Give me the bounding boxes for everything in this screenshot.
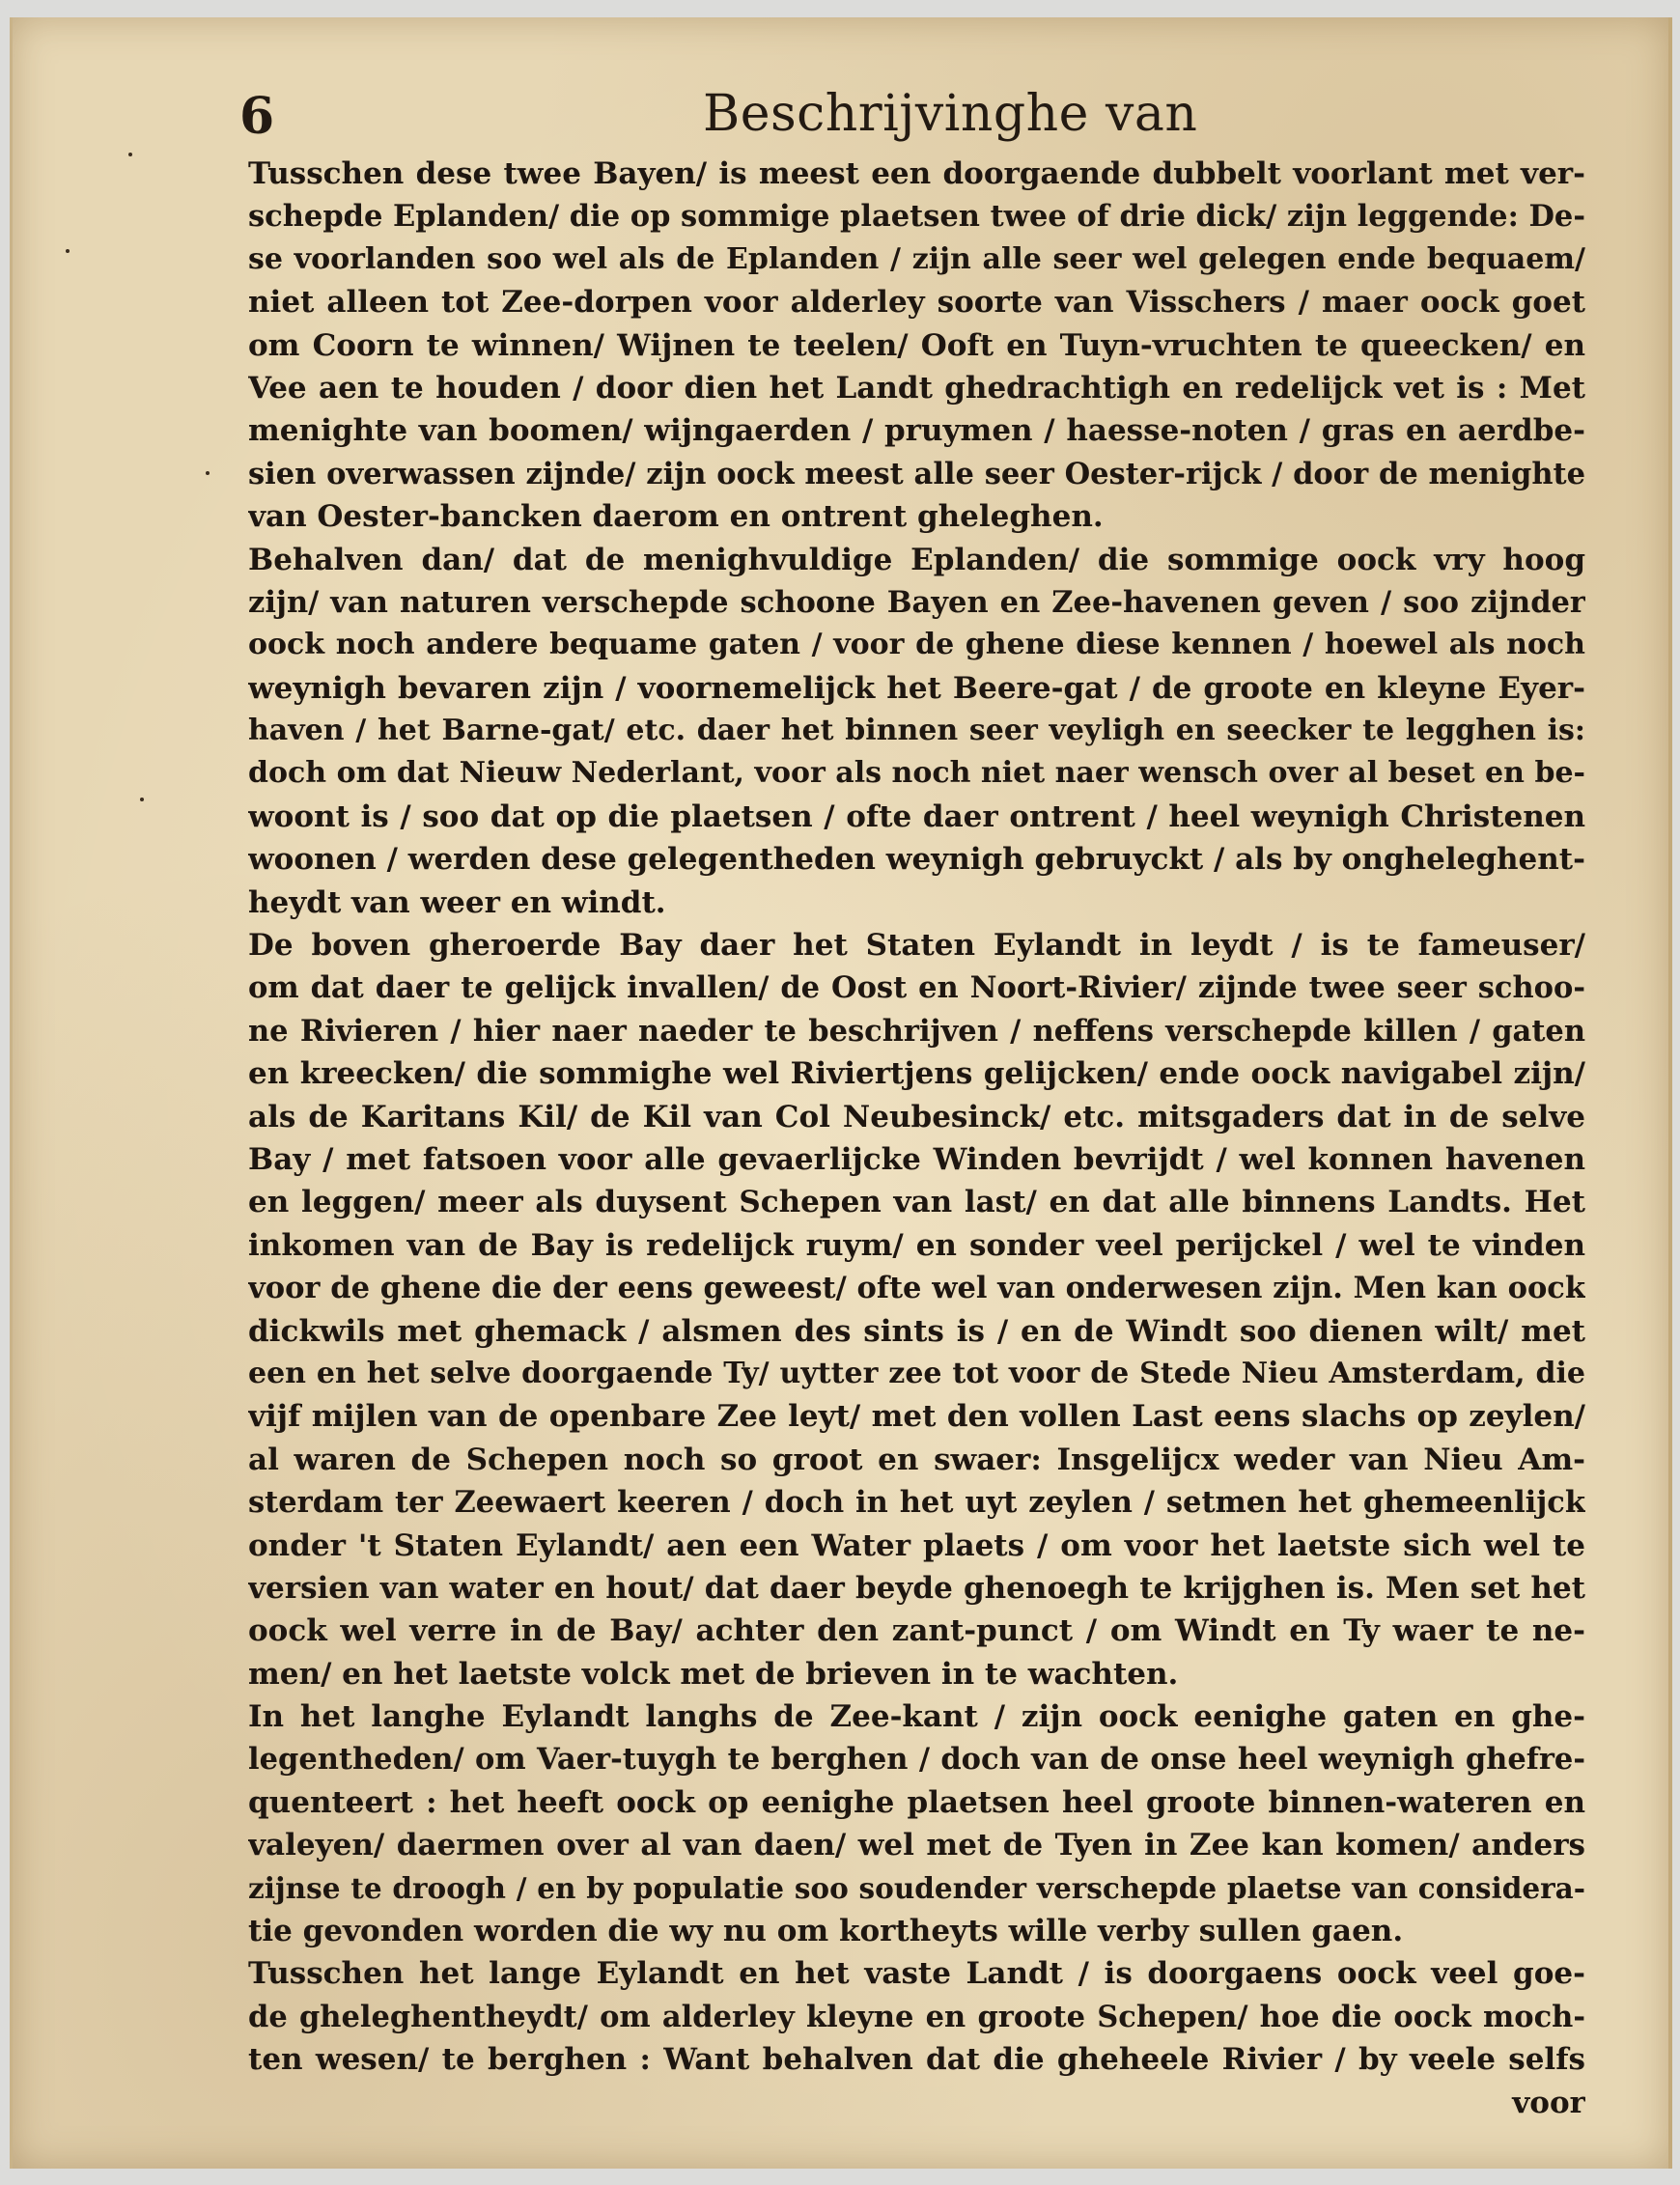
text-line: voor de ghene die der eens geweest/ ofte wel van onderwesen zijn. Men kan oock	[248, 1271, 1585, 1306]
text-line: de gheleghentheydt/ om alderley kleyne en groote Schepen/ hoe die oock moch-	[248, 1999, 1585, 2034]
text-line: Bay / met fatsoen voor alle gevaerlijcke Winden bevrijdt / wel konnen havenen	[248, 1141, 1585, 1177]
text-line: haven / het Barne-gat/ etc. daer het binnen seer veyligh en seecker te legghen is:	[248, 714, 1585, 748]
text-line: legentheden/ om Vaer-tuygh te berghen / doch van de onse heel weynigh ghefre-	[248, 1742, 1585, 1778]
ink-speck	[206, 471, 210, 475]
catchword: voor	[1512, 2085, 1585, 2120]
text-line: valeyen/ daermen over al van daen/ wel met de Tyen in Zee kan komen/ anders	[248, 1828, 1585, 1863]
page-header	[13, 77, 1668, 154]
ink-speck	[128, 153, 132, 156]
text-line: oock noch andere bequame gaten / voor de ghene diese kennen / hoewel als noch	[248, 628, 1585, 662]
text-line: als de Karitans Kil/ de Kil van Col Neubesinck/ etc. mitsgaders dat in de selve	[248, 1099, 1585, 1135]
text-line: van Oester-bancken daerom en ontrent gheleghen.	[248, 499, 1104, 535]
text-line: vijf mijlen van de openbare Zee leyt/ met den vollen Last eens slachs op zeylen/	[248, 1399, 1585, 1435]
text-line: heydt van weer en windt.	[248, 884, 666, 920]
page-number: 6	[239, 87, 275, 146]
ink-speck	[66, 249, 70, 253]
book-page	[10, 17, 1672, 2169]
text-line: men/ en het laetste volck met de brieven in te wachten.	[248, 1656, 1179, 1692]
text-line: se voorlanden soo wel als de Eplanden / zijn alle seer wel gelegen ende bequaem/	[248, 241, 1585, 276]
text-line: sterdam ter Zeewaert keeren / doch in het uyt zeylen / setmen het ghemeenlijck	[248, 1485, 1585, 1521]
text-line: en kreecken/ die sommighe wel Riviertjens gelijcken/ ende oock navigabel zijn/	[248, 1056, 1585, 1092]
text-line: Tusschen dese twee Bayen/ is meest een doorgaende dubbelt voorlant met ver-	[248, 156, 1585, 191]
text-line: woont is / soo dat op die plaetsen / ofte daer ontrent / heel weynigh Christenen	[248, 798, 1585, 834]
text-line: ten wesen/ te berghen : Want behalven dat die gheheele Rivier / by veele selfs	[248, 2042, 1585, 2078]
text-line: om Coorn te winnen/ Wijnen te teelen/ Ooft en Tuyn-vruchten te queecken/ en	[248, 327, 1585, 363]
text-line: sien overwassen zijnde/ zijn oock meest alle seer Oester-rijck / door de menighte	[248, 456, 1585, 491]
ink-speck	[140, 798, 144, 801]
text-line: dickwils met ghemack / alsmen des sints is / en de Windt soo dienen wilt/ met	[248, 1313, 1585, 1349]
text-line: en leggen/ meer als duysent Schepen van last/ en dat alle binnens Landts. Het	[248, 1185, 1585, 1220]
text-line: om dat daer te gelijck invallen/ de Oost en Noort-Rivier/ zijnde twee seer schoo-	[248, 970, 1585, 1006]
text-line: quenteert : het heeft oock op eenighe plaetsen heel groote binnen-wateren en	[248, 1784, 1585, 1820]
text-line: woonen / werden dese gelegentheden weynigh gebruyckt / als by ongheleghent-	[248, 842, 1585, 878]
text-line: onder 't Staten Eylandt/ aen een Water plaets / om voor het laetste sich wel te	[248, 1527, 1585, 1563]
text-line: ne Rivieren / hier naer naeder te beschrijven / neffens verschepde killen / gaten	[248, 1013, 1585, 1049]
text-line: schepde Eplanden/ die op sommige plaetsen twee of drie dick/ zijn leggende: De-	[248, 199, 1585, 235]
text-line: zijn/ van naturen verschepde schoone Bayen en Zee-havenen geven / soo zijnder	[248, 584, 1585, 620]
text-line: zijnse te droogh / en by populatie soo soudender verschepde plaetse van considera-	[248, 1870, 1585, 1905]
text-line: Behalven dan/ dat de menighvuldige Eplanden/ die sommige oock vry hoog	[248, 542, 1585, 577]
text-line: weynigh bevaren zijn / voornemelijck het Beere-gat / de groote en kleyne Eyer-	[248, 670, 1585, 706]
text-line: oock wel verre in de Bay/ achter den zant-punct / om Windt en Ty waer te ne-	[248, 1613, 1585, 1649]
text-line: doch om dat Nieuw Nederlant, voor als noch niet naer wensch over al beset en be-	[248, 756, 1585, 791]
running-head: Beschrijvinghe van	[703, 85, 1198, 143]
text-line: tie gevonden worden die wy nu om kortheyts wille verby sullen gaen.	[248, 1914, 1404, 1949]
body-text	[248, 153, 1585, 2124]
text-line: Vee aen te houden / door dien het Landt ghedrachtigh en redelijck vet is : Met	[248, 370, 1585, 406]
text-line: De boven gheroerde Bay daer het Staten Eylandt in leydt / is te fameuser/	[248, 928, 1585, 964]
text-line: versien van water en hout/ dat daer beyde ghenoegh te krijghen is. Men set het	[248, 1570, 1585, 1606]
text-line: een en het selve doorgaende Ty/ uytter zee tot voor de Stede Nieu Amsterdam, die	[248, 1356, 1585, 1390]
text-line: niet alleen tot Zee-dorpen voor alderley soorte van Visschers / maer oock goet	[248, 285, 1585, 321]
text-line: menighte van boomen/ wijngaerden / pruymen / haesse-noten / gras en aerdbe-	[248, 413, 1585, 449]
text-line: In het langhe Eylandt langhs de Zee-kant / zijn oock eenighe gaten en ghe-	[248, 1699, 1585, 1735]
text-line: inkomen van de Bay is redelijck ruym/ en sonder veel perijckel / wel te vinden	[248, 1227, 1585, 1263]
text-line: Tusschen het lange Eylandt en het vaste Landt / is doorgaens oock veel goe-	[248, 1956, 1585, 1992]
text-line: al waren de Schepen noch so groot en swaer: Insgelijcx weder van Nieu Am-	[248, 1442, 1585, 1477]
